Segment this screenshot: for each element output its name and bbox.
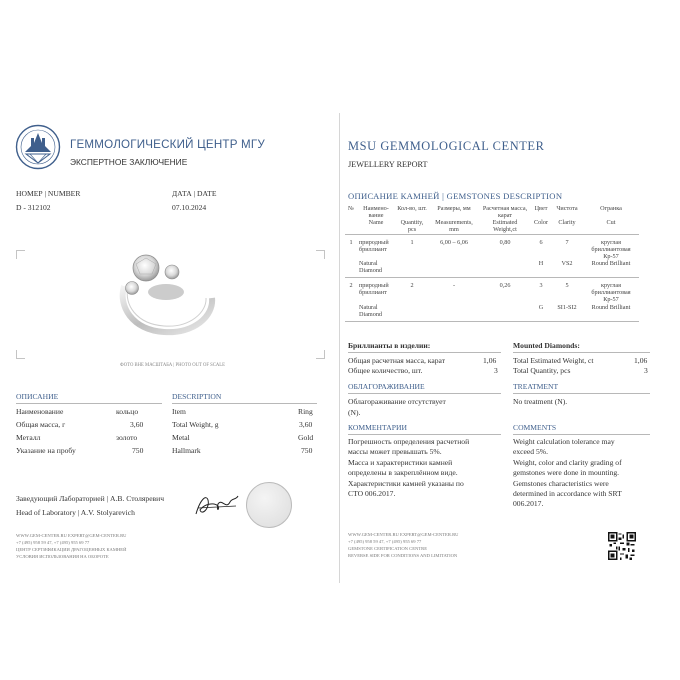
- comment-line: Gemstones characteristics were: [513, 478, 609, 488]
- col-cut-ru: Огранка: [600, 205, 622, 212]
- desc-label-en: Total Weight, g: [172, 420, 219, 429]
- cell: 7: [565, 238, 569, 246]
- cell: 6: [539, 238, 543, 246]
- cell: 2: [410, 282, 414, 290]
- cell: [395, 260, 429, 278]
- comment-line: Weight, color and clarity grading of: [513, 457, 622, 467]
- cell: 0,26: [499, 282, 511, 290]
- col-no: №: [348, 205, 354, 212]
- divider: [16, 403, 162, 404]
- col-qty-ru: Кол-во, шт.: [397, 205, 427, 212]
- col-clarity-en: Clarity: [558, 219, 576, 227]
- cell: природный бриллиант: [359, 238, 389, 253]
- cell: [429, 260, 479, 278]
- col-color-ru: Цвет: [534, 205, 548, 212]
- cell: [479, 304, 531, 322]
- table-row: [345, 260, 639, 278]
- cell: 3: [539, 282, 543, 290]
- cell: Natural Diamond: [359, 303, 383, 318]
- crop-mark: [316, 250, 325, 259]
- comments-heading-ru: КОММЕНТАРИИ: [348, 423, 407, 432]
- desc-label-en: Item: [172, 407, 186, 416]
- cell: G: [538, 303, 544, 311]
- desc-value-en: Ring: [298, 407, 313, 416]
- cell: Round Brilliant: [591, 303, 631, 311]
- desc-label-ru: Указание на пробу: [16, 446, 76, 455]
- stones-header-row: [345, 205, 639, 219]
- desc-value-ru: 3,60: [130, 420, 144, 429]
- head-of-lab-ru: Заведующий Лабораторией | А.В. Столяревич: [16, 494, 165, 503]
- divider: [172, 403, 317, 404]
- comment-line: Характеристики камней указаны по: [348, 478, 464, 488]
- stones-header-row-en: [345, 219, 639, 234]
- desc-value-en: 3,60: [299, 420, 313, 429]
- cell: природный бриллиант: [359, 282, 389, 297]
- cell: 1: [349, 238, 353, 246]
- stones-table: [345, 205, 639, 322]
- desc-label-ru: Наименование: [16, 407, 64, 416]
- comments-text-ru: [348, 437, 469, 499]
- divider: [348, 393, 501, 394]
- org-title-ru: ГЕММОЛОГИЧЕСКИЙ ЦЕНТР МГУ: [70, 138, 265, 151]
- desc-value-ru: 750: [132, 446, 144, 455]
- treatment-text-ru-2: (N).: [348, 408, 361, 417]
- cell: -: [452, 282, 456, 290]
- comment-line: определены в закреплённом виде.: [348, 468, 458, 478]
- comment-line: determined in accordance with SRT: [513, 489, 622, 499]
- desc-label-ru: Общая масса, г: [16, 420, 66, 429]
- photo-caption: ФОТО ВНЕ МАСШТАБА | PHOTO OUT OF SCALE: [120, 363, 225, 368]
- number-label: НОМЕР | NUMBER: [16, 189, 81, 198]
- head-of-lab-ru-title: Заведующий Лабораторией: [16, 494, 105, 503]
- cell: [429, 304, 479, 322]
- cell: 0,80: [499, 238, 511, 246]
- cell: [345, 304, 357, 322]
- cell: 6,00 – 6,06: [440, 238, 468, 246]
- seal-icon: [246, 482, 292, 528]
- comments-text-en: [513, 437, 622, 510]
- cell: VS2: [561, 259, 573, 267]
- table-row: [345, 304, 639, 322]
- footer-left-line: WWW.GEM-CENTER.RU EXPERT@GEM-CENTER.RU: [16, 533, 127, 538]
- footer-left-line: ЦЕНТР СЕРТИФИКАЦИИ ДРАГОЦЕННЫХ КАМНЕЙ: [16, 547, 127, 552]
- cell: [395, 304, 429, 322]
- mounted-heading-ru: Бриллианты в изделии:: [348, 341, 431, 350]
- crop-mark: [16, 250, 25, 259]
- crop-mark: [316, 350, 325, 359]
- divider: [513, 434, 650, 435]
- comment-line: 006.2017.: [513, 499, 544, 509]
- col-weight-ru: Расчетная масса, карат: [482, 205, 528, 220]
- total-weight-label-ru: Общая расчетная масса, карат: [348, 356, 446, 365]
- mounted-heading-en: Mounted Diamonds:: [513, 341, 580, 350]
- comment-line: СТО 006.2017.: [348, 489, 396, 499]
- divider: [348, 352, 501, 353]
- comments-heading-en: COMMENTS: [513, 423, 557, 432]
- treatment-text-en: No treatment (N).: [513, 397, 568, 406]
- head-of-lab-en-name: A.V. Stolyarevich: [80, 508, 135, 517]
- col-name-ru: Наимено-вание: [363, 205, 389, 220]
- table-row: [345, 278, 639, 304]
- cell: [345, 260, 357, 278]
- col-size-en: Measurements, mm: [435, 219, 473, 234]
- table-row: [345, 234, 639, 260]
- org-title-en: MSU GEMMOLOGICAL CENTER: [348, 139, 545, 153]
- col-qty-en: Quantity, pcs: [400, 219, 424, 234]
- head-of-lab-en: Head of Laboratory | A.V. Stolyarevich: [16, 508, 135, 517]
- total-qty-value-ru: 3: [494, 366, 498, 375]
- desc-label-en: Hallmark: [172, 446, 201, 455]
- total-qty-label-en: Total Quantity, pcs: [513, 366, 571, 375]
- divider: [513, 352, 650, 353]
- desc-value-ru: золото: [116, 433, 138, 442]
- col-clarity-ru: Чистота: [556, 205, 578, 212]
- number-value: D - 312102: [16, 203, 51, 212]
- signature-icon: [192, 490, 240, 520]
- desc-label-en: Metal: [172, 433, 190, 442]
- head-of-lab-en-title: Head of Laboratory: [16, 508, 76, 517]
- stones-heading: ОПИСАНИЕ КАМНЕЙ | GEMSTONES DESCRIPTION: [348, 191, 563, 201]
- col-color-en: Color: [533, 219, 549, 227]
- cell: 5: [565, 282, 569, 290]
- cell: H: [538, 259, 544, 267]
- date-value: 07.10.2024: [172, 203, 207, 212]
- desc-value-en: 750: [301, 446, 313, 455]
- total-weight-value-en: 1,06: [634, 356, 648, 365]
- description-heading-en: DESCRIPTION: [172, 392, 222, 401]
- cell: круглая бриллиантовая Кр-57: [591, 238, 631, 260]
- footer-right-line: +7 (495) 958 59 47, +7 (495) 955 69 77: [348, 539, 422, 544]
- comment-line: Погрешность определения расчетной: [348, 437, 470, 446]
- head-of-lab-ru-name: А.В. Столяревич: [109, 494, 165, 503]
- footer-right-line: GEMSTONE CERTIFICATION CENTRE: [348, 546, 428, 551]
- comment-line: gemstones were done in mounting.: [513, 468, 620, 478]
- total-weight-value-ru: 1,06: [483, 356, 497, 365]
- col-no-en: [345, 219, 357, 234]
- cell: 2: [349, 282, 353, 290]
- footer-right-line: WWW.GEM-CENTER.RU EXPERT@GEM-CENTER.RU: [348, 532, 459, 537]
- comment-line: массы может превышать 5%.: [348, 447, 442, 457]
- col-cut-en: Cut: [606, 219, 616, 227]
- comment-line: Weight calculation tolerance may: [513, 437, 615, 446]
- comment-line: Масса и характеристики камней: [348, 457, 453, 467]
- qr-code-icon[interactable]: [608, 532, 636, 560]
- divider: [348, 434, 501, 435]
- date-label: ДАТА | DATE: [172, 189, 217, 198]
- footer-left-line: +7 (495) 958 59 47, +7 (495) 955 69 77: [16, 540, 90, 545]
- ring-photo: [114, 250, 218, 338]
- treatment-text-ru: Облагораживание отсутствует: [348, 397, 446, 406]
- footer-left-line: УСЛОВИЯ ИСПОЛЬЗОВАНИЯ НА ОБОРОТЕ: [16, 554, 109, 559]
- comment-line: exceed 5%.: [513, 447, 548, 457]
- total-qty-value-en: 3: [644, 366, 648, 375]
- msu-logo-icon: [15, 124, 61, 170]
- col-weight-en: Estimated Weight,ct: [492, 219, 518, 234]
- cell: круглая бриллиантовая Кр-57: [591, 282, 631, 304]
- treatment-heading-en: TREATMENT: [513, 382, 559, 391]
- col-name-en: Name: [368, 219, 384, 227]
- cell: [479, 260, 531, 278]
- cell: SI1-SI2: [557, 303, 577, 311]
- description-heading-ru: ОПИСАНИЕ: [16, 392, 59, 401]
- footer-right-line: REVERSE SIDE FOR CONDITIONS AND LIMITATION: [348, 553, 458, 558]
- treatment-heading-ru: ОБЛАГОРАЖИВАНИЕ: [348, 382, 425, 391]
- divider: [513, 393, 650, 394]
- report-title-en: JEWELLERY REPORT: [348, 160, 428, 169]
- desc-value-ru: кольцо: [116, 407, 139, 416]
- desc-value-en: Gold: [298, 433, 314, 442]
- cell: 1: [410, 238, 414, 246]
- cell: Natural Diamond: [359, 259, 383, 274]
- cell: Round Brilliant: [591, 259, 631, 267]
- fold-line: [339, 113, 340, 583]
- total-weight-label-en: Total Estimated Weight, ct: [513, 356, 594, 365]
- desc-label-ru: Металл: [16, 433, 41, 442]
- crop-mark: [16, 350, 25, 359]
- report-title-ru: ЭКСПЕРТНОЕ ЗАКЛЮЧЕНИЕ: [70, 157, 188, 167]
- total-qty-label-ru: Общее количество, шт.: [348, 366, 423, 375]
- col-size-ru: Размеры, мм: [437, 205, 471, 212]
